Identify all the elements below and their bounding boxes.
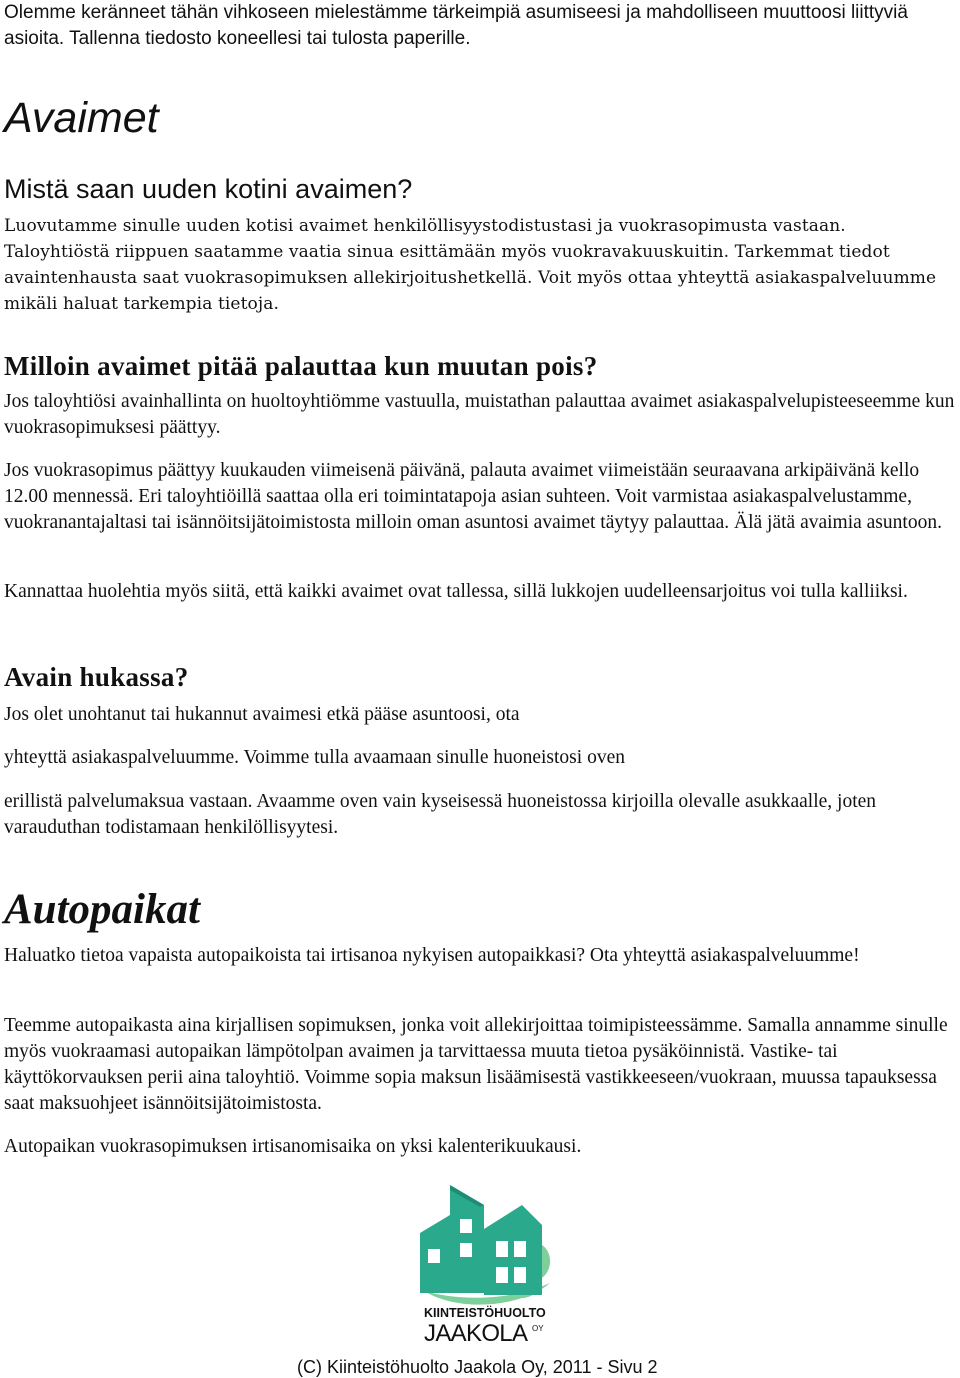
intro-text: Olemme keränneet tähän vihkoseen mielestämme tärkeimpiä asumiseesi ja mahdolliseen muuttoosi liittyviä asioita. Tallenna tiedosto koneellesi tai tulosta paperille. xyxy=(4,2,908,49)
autopaikat-p2: Teemme autopaikasta aina kirjallisen sopimuksen, jonka voit allekirjoittaa toimipisteessämme. Samalla annamme sinulle myös vuokraamasi autopaikan lämpötolpan avaimen ja tarvittaessa muuta tietoa pysäköinnistä. Vastike- tai käyttökorvauksen perii aina taloyhtiö. Voimme sopia maksun lisäämisestä vastikkeeseen/vuokraan, muussa tapauksessa saat maksuohjeet isännöitsijätoimistosta. xyxy=(4,1015,948,1114)
answer-new-keys: Luovutamme sinulle uuden kotisi avaimet henkilöllisyystodistustasi ja vuokrasopimusta vastaan. Taloyhtiöstä riippuen saatamme vaatia sinua esittämään myös vuokravakuuskuitin. Tarkemmat tiedot avaintenhausta saat vuokrasopimuksen allekirjoitushetkellä. Voit myös ottaa yhteyttä asiakaspalveluumme mikäli haluat tarkempia tietoja. xyxy=(4,216,937,314)
page-footer: (C) Kiinteistöhuolto Jaakola Oy, 2011 - Sivu 2 xyxy=(297,1357,658,1377)
logo-line1: KIINTEISTÖHUOLTO xyxy=(424,1306,546,1320)
logo-line2: JAAKOLA xyxy=(424,1320,528,1345)
company-logo xyxy=(410,1175,560,1345)
section-title-autopaikat: Autopaikat xyxy=(4,886,200,933)
section-title-avaimet: Avaimet xyxy=(4,94,159,142)
answer-lost-key-line3: erillistä palvelumaksua vastaan. Avaamme oven vain kyseisessä huoneistossa kirjoilla olevalle asukkaalle, joten varauduthan todistamaan henkilöllisyytesi. xyxy=(4,791,877,838)
question-lost-key: Avain hukassa? xyxy=(4,662,189,692)
question-return-keys: Milloin avaimet pitää palauttaa kun muutan pois? xyxy=(4,351,598,381)
answer-lost-key-line1: Jos olet unohtanut tai hukannut avaimesi etkä pääse asuntoosi, ota xyxy=(4,704,520,725)
autopaikat-p1: Haluatko tietoa vapaista autopaikoista tai irtisanoa nykyisen autopaikkasi? Ota yhteyttä asiakaspalveluumme! xyxy=(4,945,860,966)
logo-suffix: OY xyxy=(532,1324,544,1333)
question-new-keys: Mistä saan uuden kotini avaimen? xyxy=(4,174,413,204)
autopaikat-p3: Autopaikan vuokrasopimuksen irtisanomisaika on yksi kalenterikuukausi. xyxy=(4,1136,582,1157)
answer-return-keys-p1: Jos taloyhtiösi avainhallinta on huoltoyhtiömme vastuulla, muistathan palauttaa avaimet asiakaspalvelupisteeseemme kun vuokrasopimuksesi päättyy. xyxy=(4,391,955,438)
answer-lost-key-line2: yhteyttä asiakaspalveluumme. Voimme tulla avaamaan sinulle huoneistosi oven xyxy=(4,747,625,768)
answer-return-keys-p2: Jos vuokrasopimus päättyy kuukauden viimeisenä päivänä, palauta avaimet viimeistään seuraavana arkipäivänä kello 12.00 mennessä. Eri taloyhtiöillä saattaa olla eri toimintatapoja asian suhteen. Voit varmistaa asiakaspalvelustamme, vuokranantajaltasi tai isännöitsijätoimistosta milloin oman asuntosi avaimet täytyy palauttaa. Älä jätä avaimia asuntoon. xyxy=(4,460,942,533)
answer-return-keys-p3: Kannattaa huolehtia myös siitä, että kaikki avaimet ovat tallessa, sillä lukkojen uudelleensarjoitus voi tulla kalliiksi. xyxy=(4,581,908,602)
